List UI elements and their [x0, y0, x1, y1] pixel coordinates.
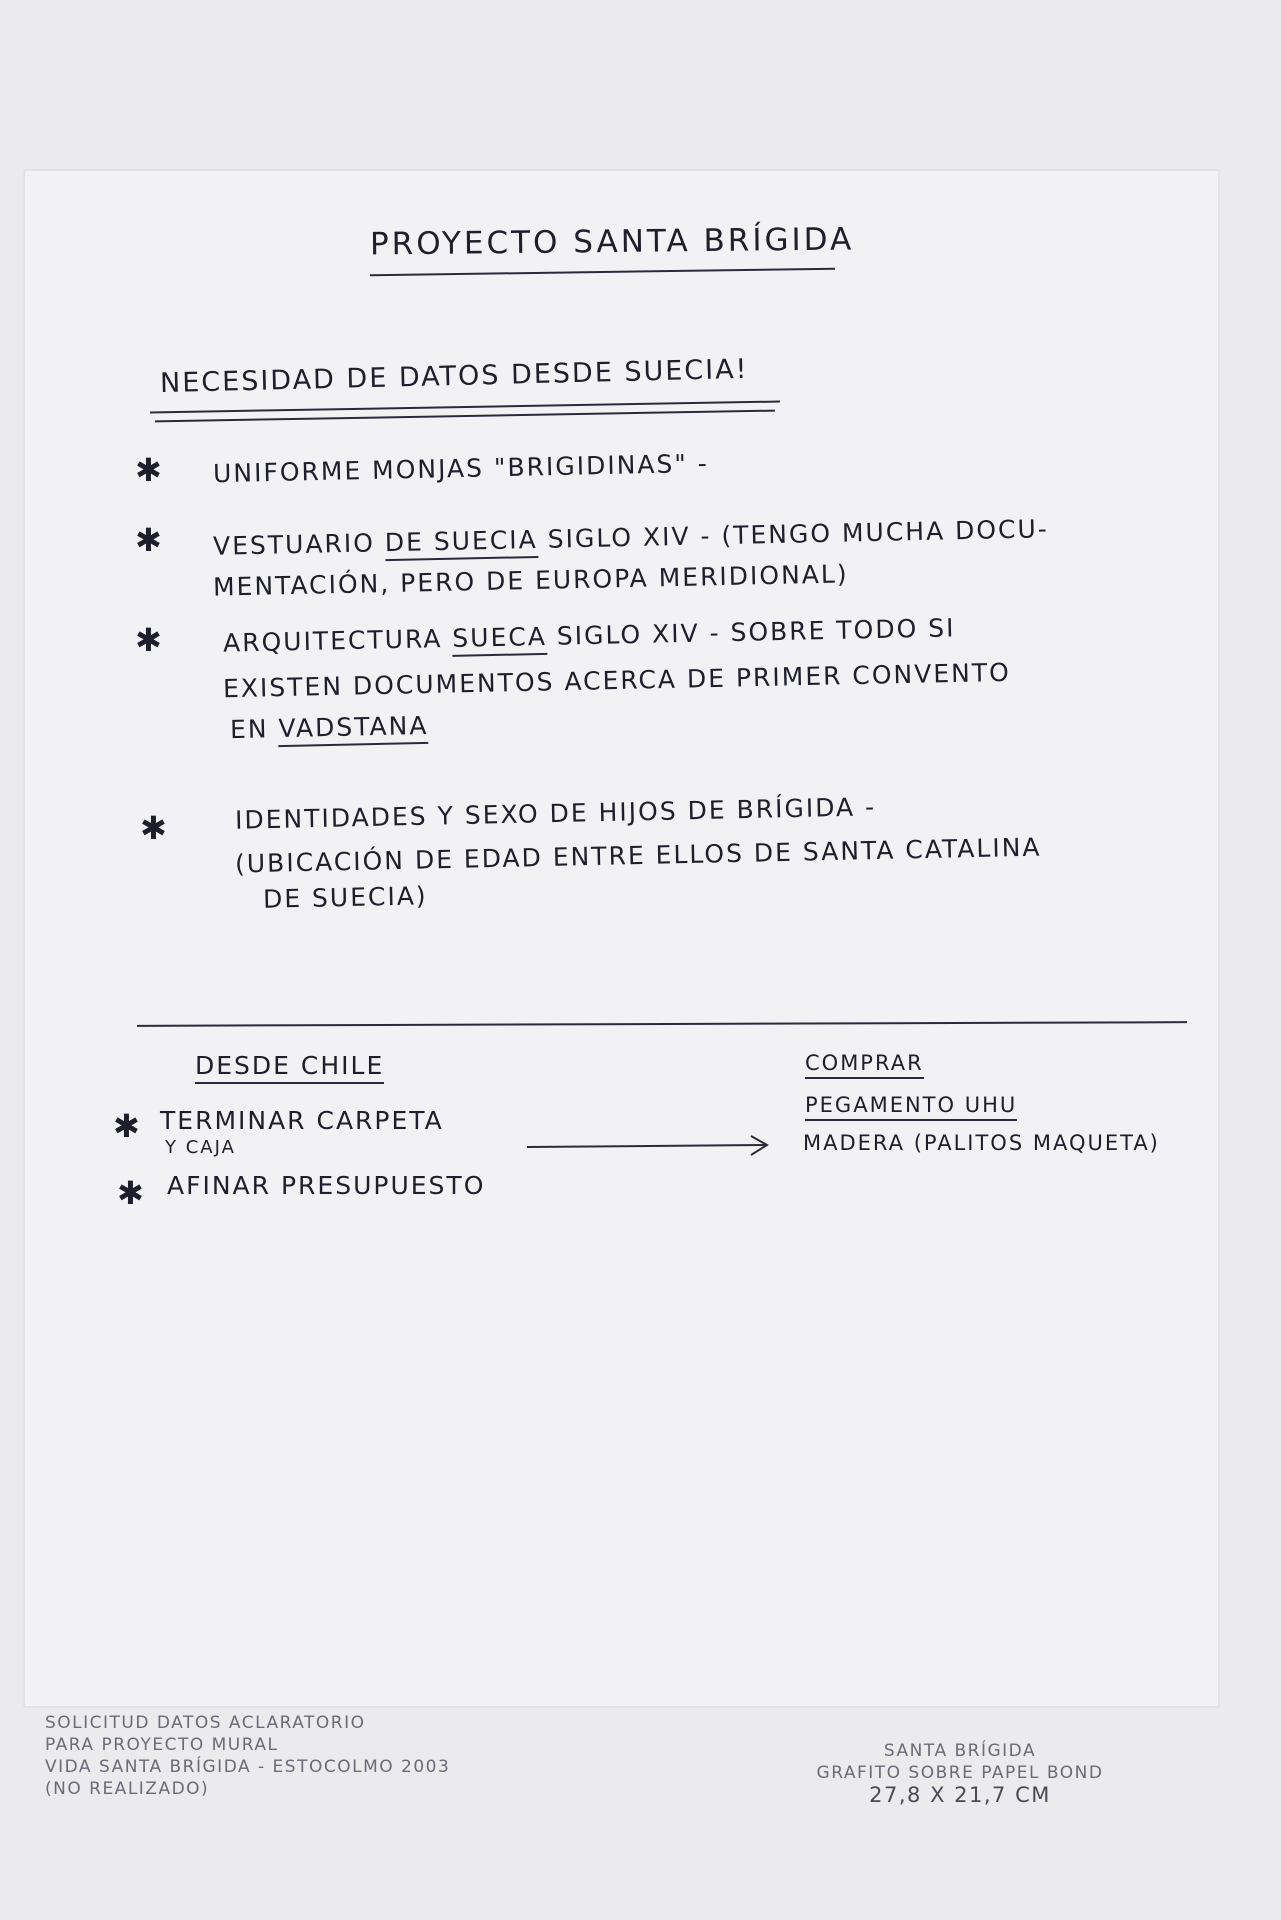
desde-chile-heading: DESDE CHILE	[195, 1051, 384, 1084]
bullet-1: ✱	[135, 451, 162, 489]
item-2-line-1	[213, 514, 1049, 560]
bullet-4: ✱	[140, 809, 167, 847]
caption-left-line-3: VIDA SANTA BRÍGIDA - ESTOCOLMO 2003	[45, 1757, 451, 1777]
comprar-heading: COMPRAR	[805, 1051, 924, 1079]
comprar-line-2: MADERA (PALITOS MAQUETA)	[803, 1131, 1160, 1155]
item-3-line-3-prefix: EN	[229, 714, 279, 745]
paper-sheet	[24, 170, 1219, 1707]
arrow-icon	[525, 1131, 775, 1161]
item-4-line-2: (UBICACIÓN DE EDAD ENTRE ELLOS DE SANTA CATALINA	[234, 832, 1042, 879]
caption-right-line-1: SANTA BRÍGIDA	[883, 1741, 1037, 1761]
caption-left-line-2: PARA PROYECTO MURAL	[45, 1735, 279, 1755]
caption-left-line-4: (NO REALIZADO)	[45, 1779, 210, 1799]
chile-item-1-line-2: Y CAJA	[165, 1137, 236, 1158]
bullet-2: ✱	[135, 521, 162, 559]
item-3-line-3	[230, 711, 429, 744]
title-underline	[370, 268, 835, 276]
item-2-prefix: VESTUARIO	[212, 528, 386, 561]
bullet-chile-2: ✱	[117, 1174, 144, 1212]
caption-left	[45, 1712, 450, 1800]
bullet-3: ✱	[135, 621, 162, 659]
section-heading: NECESIDAD DE DATOS DESDE SUECIA!	[159, 353, 749, 400]
item-3-line-1	[223, 613, 956, 657]
item-3-underlined: SUECA	[452, 622, 547, 657]
item-3-suffix: SIGLO XIV - SOBRE TODO SI	[546, 613, 956, 651]
item-3-line-3-underlined: VADSTANA	[278, 711, 429, 747]
comprar-line-1: PEGAMENTO UHU	[805, 1093, 1017, 1121]
item-2-suffix: SIGLO XIV - (TENGO MUCHA DOCU-	[537, 514, 1050, 554]
section-divider	[137, 1021, 1187, 1027]
item-1-line-1: UNIFORME MONJAS "BRIGIDINAS" -	[212, 448, 710, 489]
caption-right	[795, 1740, 1125, 1806]
item-3-line-2: EXISTEN DOCUMENTOS ACERCA DE PRIMER CONVENTO	[222, 657, 1012, 704]
chile-item-1-line-1: TERMINAR CARPETA	[160, 1106, 444, 1135]
item-4-line-1: IDENTIDADES Y SEXO DE HIJOS DE BRÍGIDA -	[234, 792, 877, 835]
bullet-chile-1: ✱	[113, 1107, 140, 1145]
chile-item-2: AFINAR PRESUPUESTO	[167, 1171, 486, 1200]
item-3-prefix: ARQUITECTURA	[222, 623, 453, 658]
item-2-underlined: DE SUECIA	[385, 525, 539, 561]
caption-right-line-2: GRAFITO SOBRE PAPEL BOND	[816, 1763, 1104, 1783]
caption-left-line-1: SOLICITUD DATOS ACLARATORIO	[45, 1713, 366, 1733]
caption-right-line-3: 27,8 X 21,7 CM	[869, 1783, 1051, 1807]
item-4-line-3: DE SUECIA)	[262, 881, 428, 914]
page-title: PROYECTO SANTA BRÍGIDA	[369, 221, 855, 263]
item-2-line-2: MENTACIÓN, PERO DE EUROPA MERIDIONAL)	[212, 559, 849, 602]
